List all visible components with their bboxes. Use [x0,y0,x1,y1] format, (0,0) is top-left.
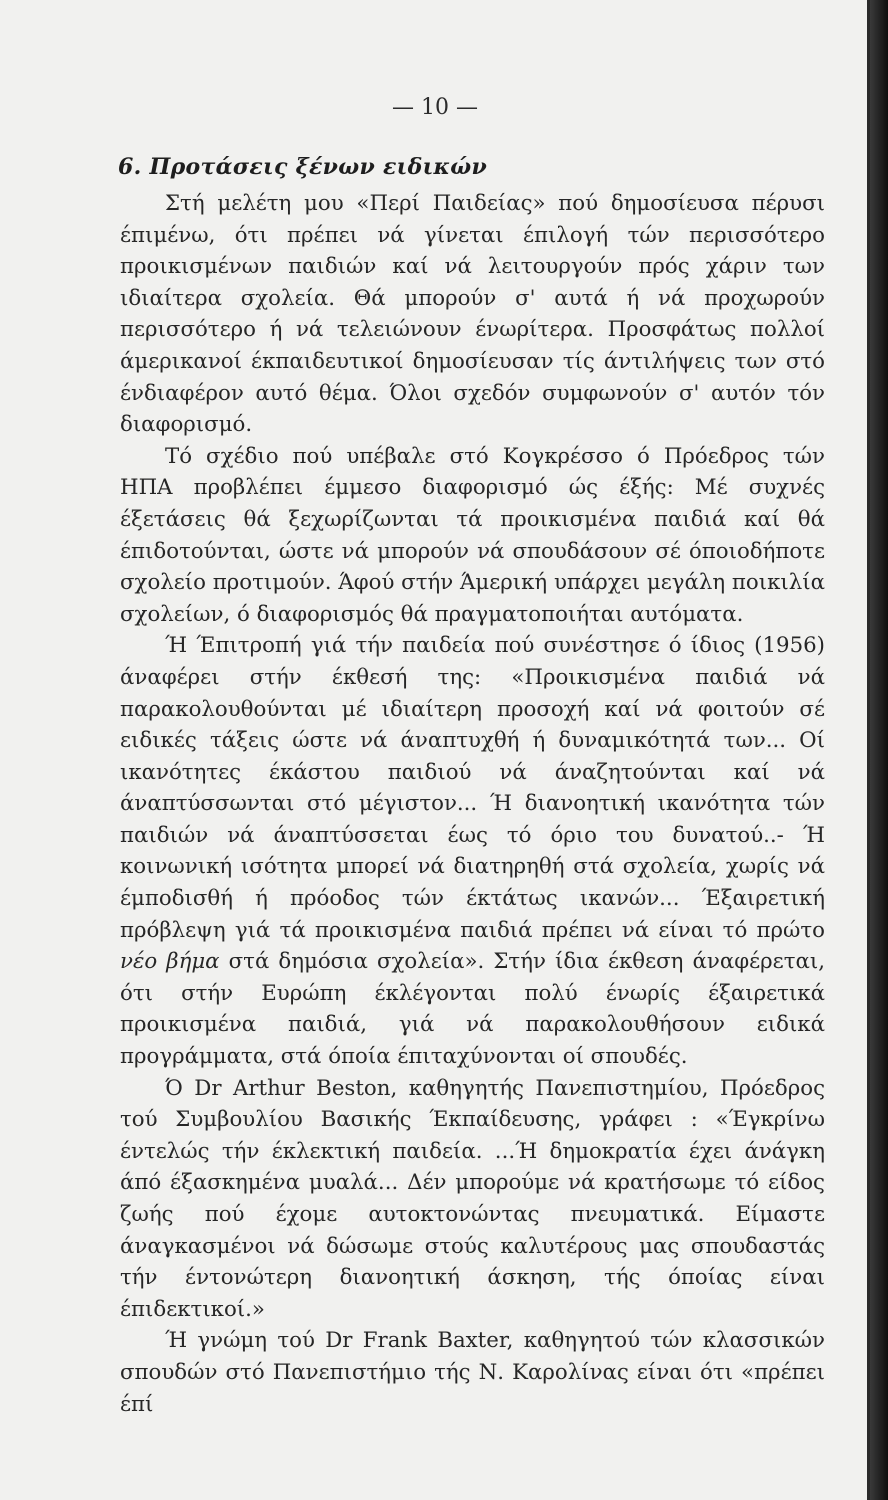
paragraph-1: Στή μελέτη μου «Περί Παιδείας» πού δημοσίευσα πέρυσι έπιμένω, ότι πρέπει νά γίνεται έπιλογή τών περισσότερο προικισμένων παιδιών καί νά λειτουργούν πρός χάριν των ιδιαίτερα σχολεία. Θά μπορούν σ' αυτά ή νά προχωρούν περισσότερο ή νά τελειώνουν ένωρίτερα. Προσφάτως πολλοί άμερικανοί έκπαιδευτικοί δημοσίευσαν τίς άντιλήψεις των στό ένδιαφέρον αυτό θέμα. Όλοι σχεδόν συμφωνούν σ' αυτόν τόν διαφορισμό. [120,191,825,438]
page-number: — 10 — [392,95,478,120]
paragraph-5: Ή γνώμη τού Dr Frank Baxter, καθηγητού τών κλασσικών σπουδών στό Πανεπιστήμιο τής Ν. Καρολίνας είναι ότι «πρέπει έπί [120,1328,825,1417]
paragraph-3-text-end: στά δημόσια σχολεία». Στήν ίδια έκθεση άναφέρεται, ότι στήν Ευρώπη έκλέγονται πολύ ένωρίς έξαιρετικά προικισμένα παιδιά, γιά νά παρακολουθήσουν ειδικά προγράμματα, στά όποία έπιταχύνονται οί σπουδές. [120,949,825,1070]
paragraph-3-text: Ή Έπιτροπή γιά τήν παιδεία πού συνέστησε ό ίδιος (1956) άναφέρει στήν έκθεσή της: «Προικισμένα παιδιά νά παρακολουθούνται μέ ιδιαίτερη προσοχή καί νά φοιτούν σέ ειδικές τάξεις ώστε νά άναπτυχθή ή δυναμικότητά των... Οί ικανότητες έκάστου παιδιού νά άναζητούνται καί νά άναπτύσσωνται στό μέγιστον... Ή διανοητική ικανότητα τών παιδιών νά άναπτύσσεται έως τό όριο του δυνατού..- Ή κοινωνική ισότητα μπορεί νά διατηρηθή στά σχολεία, χωρίς νά έμποδισθή ή πρόοδος τών έκτάτως ικανών... Έξαιρετική πρόβλεψη γιά τά προικισμένα παιδιά πρέπει νά είναι τό πρώτο [120,633,825,943]
paragraph-3-italic: νέο βήμα [120,949,220,975]
paragraph-4: Ό Dr Arthur Beston, καθηγητής Πανεπιστημίου, Πρόεδρος τού Συμβουλίου Βασικής Έκπαίδευσης, γράφει : «Έγκρίνω έντελώς τήν έκλεκτική παιδεία. ...Ή δημοκρατία έχει άνάγκη άπό έξασκημένα μυαλά... Δέν μπορούμε νά κρατήσωμε τό είδος ζωής πού έχομε αυτοκτονώντας πνευματικά. Είμαστε άναγκασμένοι νά δώσωμε στούς καλυτέρους μας σπουδαστάς τήν έντονώτερη διανοητική άσκηση, τής όποίας είναι έπιδεκτικοί.» [120,1075,825,1322]
body-text [120,188,825,1420]
paragraph-2: Τό σχέδιο πού υπέβαλε στό Κογκρέσσο ό Πρόεδρος τών ΗΠΑ προβλέπει έμμεσο διαφορισμό ώς έξής: Μέ συχνές έξετάσεις θά ξεχωρίζωνται τά προικισμένα παιδιά καί θά έπιδοτούνται, ώστε νά μπορούν νά σπουδάσουν σέ όποιοδήποτε σχολείο προτιμούν. Άφού στήν Άμερική υπάρχει μεγάλη ποικιλία σχολείων, ό διαφορισμός θά πραγματοποιήται αυτόματα. [120,443,825,627]
paragraph-3 [120,630,825,1072]
section-heading: 6. Προτάσεις ξένων ειδικών [118,154,488,180]
scan-edge [870,0,888,1500]
